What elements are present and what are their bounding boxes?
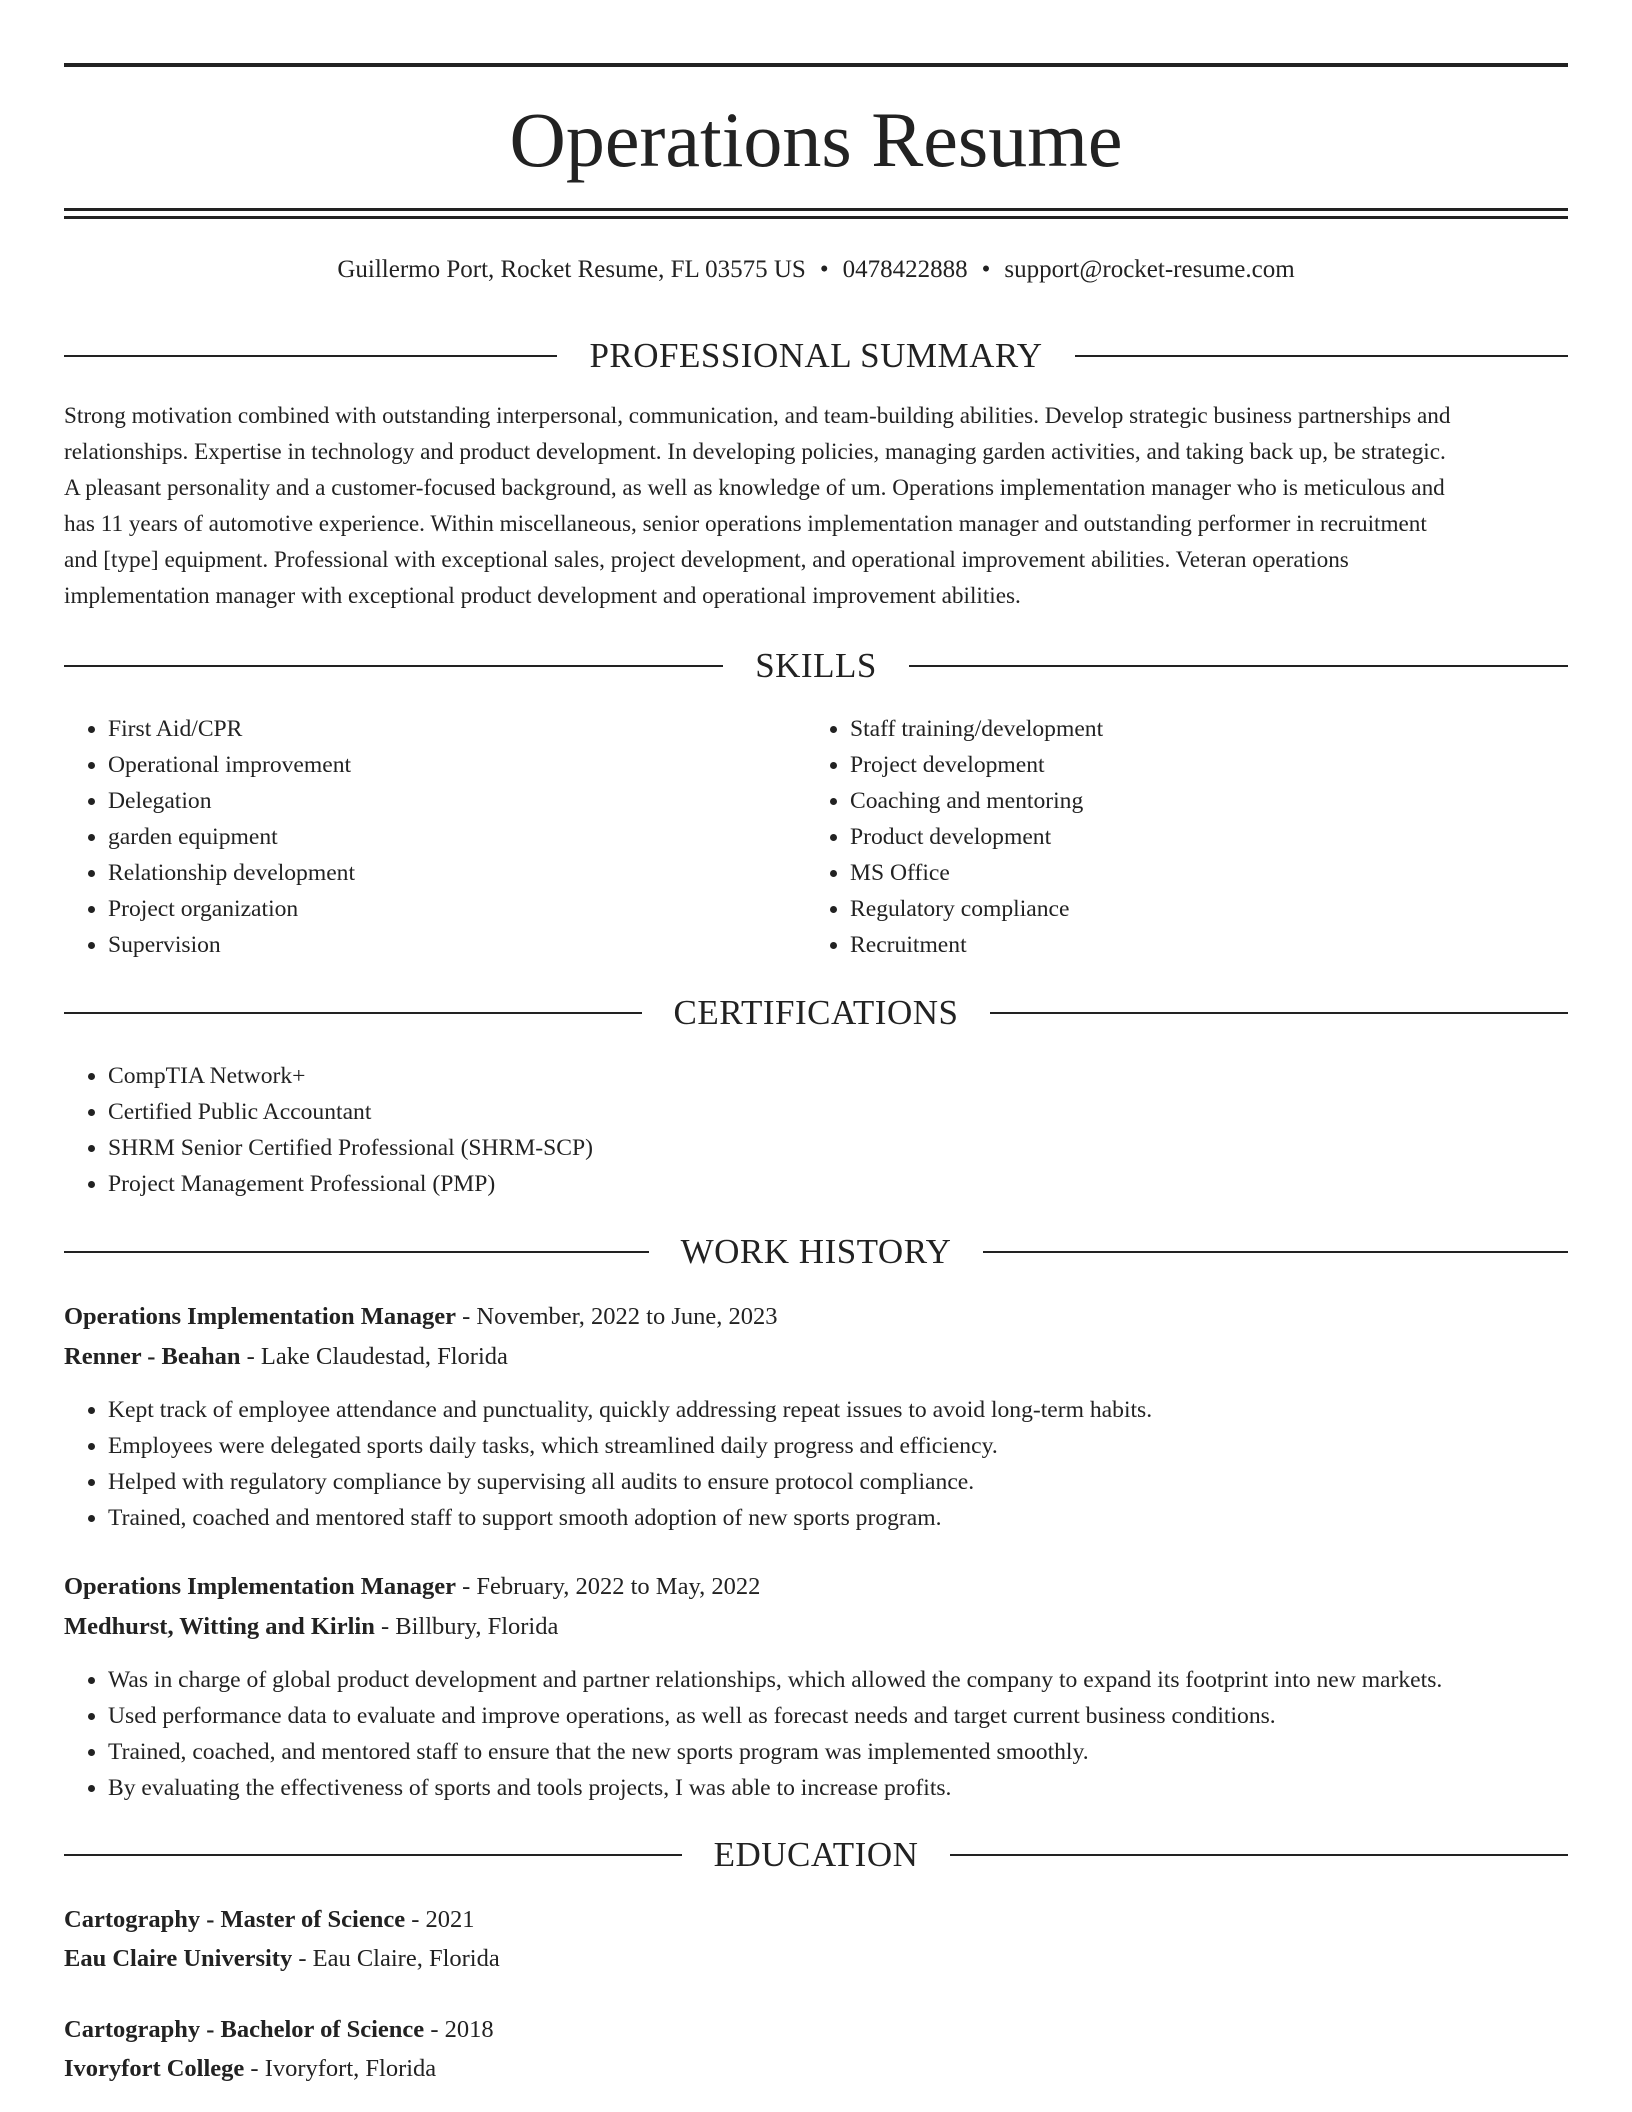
summary-line: implementation manager with exceptional product development and operational improvement abilities.	[64, 583, 1021, 609]
heading-rule	[64, 665, 723, 667]
job-bullet: • Was in charge of global product development and partner relationships, which allowed the company to expand its footprint into new markets.	[108, 1662, 1568, 1698]
skill-item: • Relationship development	[108, 855, 804, 891]
heading-rule	[950, 1854, 1568, 1856]
contact-line	[64, 252, 1568, 288]
skill-item: • Recruitment	[850, 927, 1566, 963]
top-rule	[64, 63, 1568, 67]
degree: Cartography - Master of Science	[64, 1906, 406, 1933]
job-title-line	[64, 1569, 1568, 1605]
summary-line: relationships. Expertise in technology and product development. In developing policies, managing garden activities, and taking back up, be strategic.	[64, 439, 1446, 465]
skill-item: • MS Office	[850, 855, 1566, 891]
skills-column-left	[64, 711, 804, 963]
skill-item: • garden equipment	[108, 819, 804, 855]
resume-name: Operations Resume	[509, 96, 1123, 183]
degree-year: - 2018	[424, 2016, 494, 2043]
skills-column-right	[806, 711, 1566, 963]
skill-item: • Staff training/development	[850, 711, 1566, 747]
contact-separator: •	[819, 256, 829, 283]
skill-item: • Regulatory compliance	[850, 891, 1566, 927]
certification-item: • CompTIA Network+	[108, 1058, 1568, 1094]
job-location: - Lake Claudestad, Florida	[240, 1343, 508, 1370]
certifications-list	[64, 1058, 1568, 1202]
summary-line: and [type] equipment. Professional with exceptional sales, project development, and operational improvement abilities. Veteran operations	[64, 547, 1349, 573]
job-title: Operations Implementation Manager	[64, 1573, 456, 1600]
job-bullet: • By evaluating the effectiveness of sports and tools projects, I was able to increase profits.	[108, 1770, 1568, 1806]
certification-item: • Certified Public Accountant	[108, 1094, 1568, 1130]
job-dates: - February, 2022 to May, 2022	[455, 1573, 761, 1600]
job-bullet: • Used performance data to evaluate and improve operations, as well as forecast needs and target current business conditions.	[108, 1698, 1568, 1734]
job-bullet: • Kept track of employee attendance and punctuality, quickly addressing repeat issues to avoid long-term habits.	[108, 1392, 1568, 1428]
section-title: SKILLS	[755, 646, 877, 685]
summary-text	[64, 398, 1568, 614]
job-company-line	[64, 1339, 1568, 1375]
job-bullets	[64, 1392, 1568, 1536]
skill-item: • Product development	[850, 819, 1566, 855]
degree: Cartography - Bachelor of Science	[64, 2016, 425, 2043]
job-company-line	[64, 1609, 1568, 1645]
work-heading	[64, 1230, 1568, 1274]
heading-rule	[64, 355, 557, 357]
school-location: - Eau Claire, Florida	[292, 1945, 500, 1972]
section-title: WORK HISTORY	[680, 1232, 952, 1271]
heading-rule	[990, 1012, 1568, 1014]
job-bullets	[64, 1662, 1568, 1806]
section-title: EDUCATION	[713, 1835, 919, 1874]
heading-rule	[1075, 355, 1568, 357]
certifications-heading	[64, 991, 1568, 1035]
school: Ivoryfort College	[64, 2055, 245, 2082]
contact-separator: •	[981, 256, 991, 283]
skill-item: • Delegation	[108, 783, 804, 819]
job-dates: - November, 2022 to June, 2023	[455, 1303, 778, 1330]
summary-heading	[64, 334, 1568, 378]
section-title: PROFESSIONAL SUMMARY	[589, 336, 1043, 375]
heading-rule	[64, 1854, 682, 1856]
degree-line	[64, 1902, 1568, 1938]
heading-rule	[909, 665, 1568, 667]
job-bullet: • Trained, coached, and mentored staff to ensure that the new sports program was implemented smoothly.	[108, 1734, 1568, 1770]
skill-item: • First Aid/CPR	[108, 711, 804, 747]
skills-heading	[64, 644, 1568, 688]
skill-item: • Project organization	[108, 891, 804, 927]
double-rule	[64, 208, 1568, 219]
heading-rule	[983, 1251, 1568, 1253]
certification-item: • SHRM Senior Certified Professional (SHRM-SCP)	[108, 1130, 1568, 1166]
job-bullet: • Helped with regulatory compliance by supervising all audits to ensure protocol compliance.	[108, 1464, 1568, 1500]
skill-item: • Coaching and mentoring	[850, 783, 1566, 819]
school: Eau Claire University	[64, 1945, 293, 1972]
heading-rule	[64, 1251, 649, 1253]
school-line	[64, 2051, 1568, 2087]
certification-item: • Project Management Professional (PMP)	[108, 1166, 1568, 1202]
skill-item: • Supervision	[108, 927, 804, 963]
contact-email[interactable]: support@rocket-resume.com	[1004, 256, 1295, 283]
job-bullet: • Trained, coached and mentored staff to support smooth adoption of new sports program.	[108, 1500, 1568, 1536]
degree-year: - 2021	[405, 1906, 475, 1933]
school-location: - Ivoryfort, Florida	[244, 2055, 437, 2082]
summary-line: Strong motivation combined with outstanding interpersonal, communication, and team-building abilities. Develop strategic business partnerships and	[64, 403, 1451, 429]
job-bullet: • Employees were delegated sports daily tasks, which streamlined daily progress and efficiency.	[108, 1428, 1568, 1464]
summary-line: has 11 years of automotive experience. Within miscellaneous, senior operations implementation manager and outstanding performer in recruitment	[64, 511, 1427, 537]
skill-item: • Project development	[850, 747, 1566, 783]
summary-line: A pleasant personality and a customer-focused background, as well as knowledge of um. Operations implementation manager who is meticulous and	[64, 475, 1445, 501]
education-heading	[64, 1833, 1568, 1877]
job-title-line	[64, 1299, 1568, 1335]
job-title: Operations Implementation Manager	[64, 1303, 456, 1330]
section-title: CERTIFICATIONS	[673, 993, 959, 1032]
job-location: - Billbury, Florida	[374, 1613, 559, 1640]
contact-phone: 0478422888	[842, 256, 968, 283]
contact-address: Guillermo Port, Rocket Resume, FL 03575 US	[337, 256, 806, 283]
degree-line	[64, 2012, 1568, 2048]
skill-item: • Operational improvement	[108, 747, 804, 783]
job-company: Medhurst, Witting and Kirlin	[64, 1613, 375, 1640]
school-line	[64, 1941, 1568, 1977]
heading-rule	[64, 1012, 642, 1014]
job-company: Renner - Beahan	[64, 1343, 241, 1370]
